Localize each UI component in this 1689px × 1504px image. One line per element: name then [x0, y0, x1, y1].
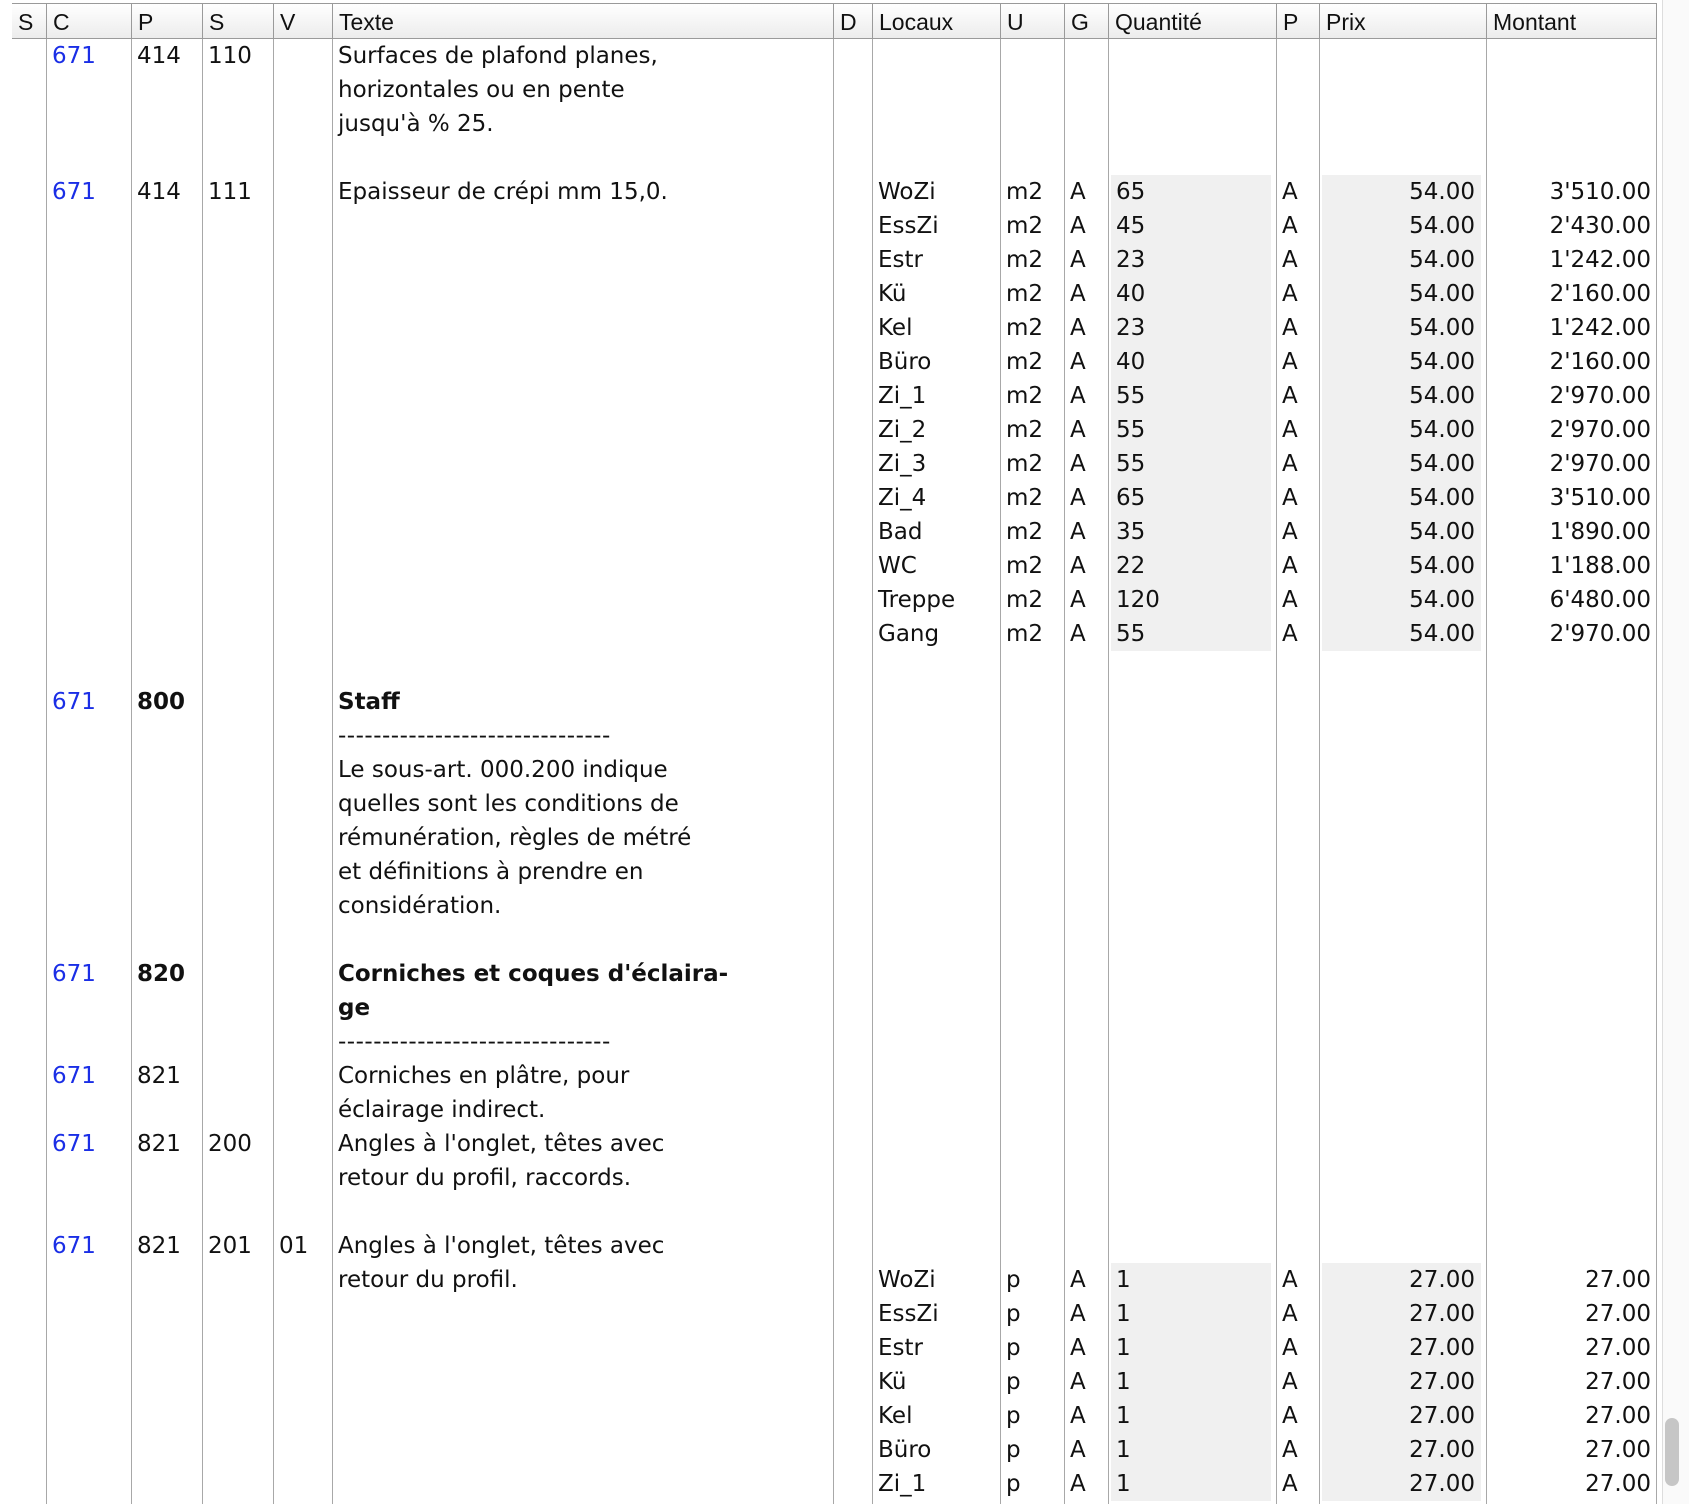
cell-quantite[interactable]: 1	[1111, 1297, 1271, 1331]
cell-texte[interactable]: rémunération, règles de métré	[338, 825, 692, 851]
table-row[interactable]	[0, 719, 1657, 753]
cell-texte[interactable]: retour du profil.	[338, 1267, 518, 1293]
cell-g[interactable]: A	[1070, 621, 1086, 647]
cell-montant[interactable]: 27.00	[1585, 1403, 1651, 1429]
cell-u[interactable]: m2	[1006, 349, 1044, 375]
cell-quantite[interactable]: 1	[1111, 1365, 1271, 1399]
cell-s2[interactable]: 111	[208, 179, 252, 205]
cell-locaux[interactable]: Zi_1	[878, 383, 927, 409]
cell-u[interactable]: m2	[1006, 451, 1044, 477]
cell-prix[interactable]: 27.00	[1322, 1467, 1481, 1501]
table-row[interactable]	[0, 73, 1657, 107]
cell-locaux[interactable]: Zi_1	[878, 1471, 927, 1497]
cell-u[interactable]: p	[1006, 1403, 1021, 1429]
cell-montant[interactable]: 3'510.00	[1549, 485, 1651, 511]
cell-quantite[interactable]: 23	[1111, 243, 1271, 277]
cell-u[interactable]: m2	[1006, 417, 1044, 443]
column-header-v[interactable]: V	[274, 3, 333, 39]
cell-c[interactable]: 671	[52, 43, 96, 69]
cell-texte[interactable]: horizontales ou en pente	[338, 77, 625, 103]
cell-u[interactable]: m2	[1006, 315, 1044, 341]
cell-locaux[interactable]: Gang	[878, 621, 940, 647]
cell-montant[interactable]: 1'188.00	[1549, 553, 1651, 579]
cell-p2[interactable]: A	[1282, 485, 1298, 511]
cell-montant[interactable]: 27.00	[1585, 1301, 1651, 1327]
cell-montant[interactable]: 27.00	[1585, 1267, 1651, 1293]
cell-texte[interactable]: Angles à l'onglet, têtes avec	[338, 1233, 665, 1259]
table-row[interactable]	[0, 1093, 1657, 1127]
column-header-p2[interactable]: P	[1277, 3, 1320, 39]
cell-montant[interactable]: 27.00	[1585, 1471, 1651, 1497]
cell-quantite[interactable]: 23	[1111, 311, 1271, 345]
cell-prix[interactable]: 54.00	[1322, 515, 1481, 549]
cell-quantite[interactable]: 65	[1111, 481, 1271, 515]
cell-quantite[interactable]: 55	[1111, 447, 1271, 481]
table-row[interactable]	[0, 141, 1657, 175]
cell-quantite[interactable]: 120	[1111, 583, 1271, 617]
cell-u[interactable]: p	[1006, 1335, 1021, 1361]
column-header-texte[interactable]: Texte	[333, 3, 834, 39]
cell-g[interactable]: A	[1070, 383, 1086, 409]
cell-quantite[interactable]: 55	[1111, 379, 1271, 413]
cell-c[interactable]: 671	[52, 1233, 96, 1259]
cell-texte[interactable]: Epaisseur de crépi mm 15,0.	[338, 179, 668, 205]
cell-prix[interactable]: 27.00	[1322, 1365, 1481, 1399]
cell-g[interactable]: A	[1070, 1471, 1086, 1497]
table-row[interactable]	[0, 1433, 1657, 1467]
table-row[interactable]	[0, 1025, 1657, 1059]
table-row[interactable]	[0, 1399, 1657, 1433]
table-row[interactable]	[0, 991, 1657, 1025]
vertical-scrollbar[interactable]	[1662, 0, 1689, 1504]
table-row[interactable]	[0, 1127, 1657, 1161]
cell-quantite[interactable]: 22	[1111, 549, 1271, 583]
table-row[interactable]	[0, 651, 1657, 685]
cell-montant[interactable]: 1'242.00	[1549, 247, 1651, 273]
table-row[interactable]	[0, 1331, 1657, 1365]
cell-prix[interactable]: 54.00	[1322, 583, 1481, 617]
cell-locaux[interactable]: Treppe	[878, 587, 956, 613]
cell-p2[interactable]: A	[1282, 417, 1298, 443]
cell-locaux[interactable]: Büro	[878, 1437, 932, 1463]
scrollbar-thumb[interactable]	[1665, 1418, 1679, 1486]
cell-p[interactable]: 800	[137, 689, 186, 715]
cell-p[interactable]: 414	[137, 179, 181, 205]
cell-p[interactable]: 821	[137, 1063, 181, 1089]
cell-g[interactable]: A	[1070, 451, 1086, 477]
cell-montant[interactable]: 2'160.00	[1549, 349, 1651, 375]
cell-prix[interactable]: 54.00	[1322, 481, 1481, 515]
table-row[interactable]	[0, 209, 1657, 243]
cell-locaux[interactable]: WC	[878, 553, 917, 579]
cell-p[interactable]: 820	[137, 961, 186, 987]
cell-montant[interactable]: 27.00	[1585, 1335, 1651, 1361]
cell-locaux[interactable]: Estr	[878, 1335, 923, 1361]
cell-prix[interactable]: 54.00	[1322, 311, 1481, 345]
cell-locaux[interactable]: Zi_3	[878, 451, 927, 477]
cell-texte[interactable]: -------------------------------	[338, 723, 611, 749]
cell-prix[interactable]: 54.00	[1322, 243, 1481, 277]
cell-p2[interactable]: A	[1282, 349, 1298, 375]
table-row[interactable]	[0, 481, 1657, 515]
cell-prix[interactable]: 54.00	[1322, 209, 1481, 243]
cell-locaux[interactable]: Zi_2	[878, 417, 927, 443]
cell-quantite[interactable]: 40	[1111, 277, 1271, 311]
cell-g[interactable]: A	[1070, 1369, 1086, 1395]
cell-g[interactable]: A	[1070, 349, 1086, 375]
cell-c[interactable]: 671	[52, 689, 96, 715]
cell-u[interactable]: m2	[1006, 383, 1044, 409]
table-row[interactable]	[0, 583, 1657, 617]
cell-u[interactable]: p	[1006, 1267, 1021, 1293]
cell-g[interactable]: A	[1070, 213, 1086, 239]
cell-g[interactable]: A	[1070, 281, 1086, 307]
cell-texte[interactable]: Angles à l'onglet, têtes avec	[338, 1131, 665, 1157]
table-row[interactable]	[0, 345, 1657, 379]
table-row[interactable]	[0, 1263, 1657, 1297]
table-row[interactable]	[0, 1195, 1657, 1229]
cell-locaux[interactable]: WoZi	[878, 1267, 936, 1293]
cell-quantite[interactable]: 35	[1111, 515, 1271, 549]
table-row[interactable]	[0, 1467, 1657, 1501]
cell-u[interactable]: m2	[1006, 485, 1044, 511]
cell-g[interactable]: A	[1070, 519, 1086, 545]
cell-prix[interactable]: 54.00	[1322, 617, 1481, 651]
cell-prix[interactable]: 27.00	[1322, 1297, 1481, 1331]
table-row[interactable]	[0, 107, 1657, 141]
cell-p2[interactable]: A	[1282, 519, 1298, 545]
cell-g[interactable]: A	[1070, 1403, 1086, 1429]
cell-locaux[interactable]: Büro	[878, 349, 932, 375]
column-header-c[interactable]: C	[47, 3, 132, 39]
cell-montant[interactable]: 2'970.00	[1549, 451, 1651, 477]
table-row[interactable]	[0, 889, 1657, 923]
table-row[interactable]	[0, 685, 1657, 719]
cell-g[interactable]: A	[1070, 417, 1086, 443]
cell-g[interactable]: A	[1070, 247, 1086, 273]
cell-montant[interactable]: 1'890.00	[1549, 519, 1651, 545]
table-row[interactable]	[0, 1161, 1657, 1195]
cell-g[interactable]: A	[1070, 587, 1086, 613]
column-header-u[interactable]: U	[1001, 3, 1065, 39]
cell-texte[interactable]: ge	[338, 995, 371, 1021]
column-header-g[interactable]: G	[1065, 3, 1109, 39]
cell-u[interactable]: m2	[1006, 281, 1044, 307]
cell-quantite[interactable]: 45	[1111, 209, 1271, 243]
cell-texte[interactable]: Le sous-art. 000.200 indique	[338, 757, 668, 783]
cell-locaux[interactable]: EssZi	[878, 213, 939, 239]
cell-g[interactable]: A	[1070, 485, 1086, 511]
cell-u[interactable]: m2	[1006, 247, 1044, 273]
cell-p2[interactable]: A	[1282, 1369, 1298, 1395]
cell-u[interactable]: p	[1006, 1301, 1021, 1327]
cell-p2[interactable]: A	[1282, 1301, 1298, 1327]
column-header-s1[interactable]: S	[12, 3, 47, 39]
cell-s2[interactable]: 200	[208, 1131, 252, 1157]
cell-texte[interactable]: quelles sont les conditions de	[338, 791, 679, 817]
cell-locaux[interactable]: Zi_4	[878, 485, 927, 511]
cell-s2[interactable]: 201	[208, 1233, 252, 1259]
cell-montant[interactable]: 2'970.00	[1549, 417, 1651, 443]
cell-p2[interactable]: A	[1282, 315, 1298, 341]
cell-g[interactable]: A	[1070, 553, 1086, 579]
cell-quantite[interactable]: 1	[1111, 1399, 1271, 1433]
cell-c[interactable]: 671	[52, 1063, 96, 1089]
cell-montant[interactable]: 3'510.00	[1549, 179, 1651, 205]
cell-prix[interactable]: 27.00	[1322, 1433, 1481, 1467]
cell-u[interactable]: p	[1006, 1369, 1021, 1395]
cell-montant[interactable]: 1'242.00	[1549, 315, 1651, 341]
cell-u[interactable]: m2	[1006, 213, 1044, 239]
cell-texte[interactable]: et définitions à prendre en	[338, 859, 644, 885]
cell-p2[interactable]: A	[1282, 1335, 1298, 1361]
cell-prix[interactable]: 54.00	[1322, 413, 1481, 447]
table-row[interactable]	[0, 957, 1657, 991]
cell-v[interactable]: 01	[279, 1233, 309, 1259]
table-row[interactable]	[0, 1059, 1657, 1093]
cell-montant[interactable]: 2'160.00	[1549, 281, 1651, 307]
table-row[interactable]	[0, 1365, 1657, 1399]
table-row[interactable]	[0, 549, 1657, 583]
cell-montant[interactable]: 27.00	[1585, 1437, 1651, 1463]
cell-prix[interactable]: 27.00	[1322, 1263, 1481, 1297]
cell-u[interactable]: m2	[1006, 179, 1044, 205]
table-row[interactable]	[0, 1229, 1657, 1263]
cell-c[interactable]: 671	[52, 179, 96, 205]
cell-p2[interactable]: A	[1282, 621, 1298, 647]
table-row[interactable]	[0, 753, 1657, 787]
cell-texte[interactable]: Surfaces de plafond planes,	[338, 43, 658, 69]
cell-montant[interactable]: 2'430.00	[1549, 213, 1651, 239]
cell-texte[interactable]: retour du profil, raccords.	[338, 1165, 632, 1191]
cell-p2[interactable]: A	[1282, 281, 1298, 307]
cell-prix[interactable]: 54.00	[1322, 447, 1481, 481]
cell-texte[interactable]: Corniches et coques d'éclaira-	[338, 961, 729, 987]
cell-s2[interactable]: 110	[208, 43, 252, 69]
column-header-montant[interactable]: Montant	[1487, 3, 1657, 39]
table-row[interactable]	[0, 39, 1657, 73]
cell-g[interactable]: A	[1070, 179, 1086, 205]
cell-p2[interactable]: A	[1282, 1437, 1298, 1463]
cell-p[interactable]: 414	[137, 43, 181, 69]
cell-g[interactable]: A	[1070, 1267, 1086, 1293]
column-header-locaux[interactable]: Locaux	[873, 3, 1001, 39]
cell-c[interactable]: 671	[52, 961, 96, 987]
cell-texte[interactable]: jusqu'à % 25.	[338, 111, 494, 137]
cell-u[interactable]: m2	[1006, 587, 1044, 613]
cell-quantite[interactable]: 1	[1111, 1467, 1271, 1501]
cell-g[interactable]: A	[1070, 1335, 1086, 1361]
cell-u[interactable]: m2	[1006, 621, 1044, 647]
table-row[interactable]	[0, 821, 1657, 855]
table-row[interactable]	[0, 379, 1657, 413]
cell-montant[interactable]: 2'970.00	[1549, 621, 1651, 647]
table-row[interactable]	[0, 447, 1657, 481]
cell-locaux[interactable]: Kel	[878, 315, 913, 341]
cell-montant[interactable]: 27.00	[1585, 1369, 1651, 1395]
cell-locaux[interactable]: Kü	[878, 1369, 907, 1395]
column-header-quantite[interactable]: Quantité	[1109, 3, 1277, 39]
cell-quantite[interactable]: 55	[1111, 413, 1271, 447]
cell-p2[interactable]: A	[1282, 179, 1298, 205]
table-row[interactable]	[0, 787, 1657, 821]
cell-p[interactable]: 821	[137, 1233, 181, 1259]
table-row[interactable]	[0, 1297, 1657, 1331]
cell-quantite[interactable]: 1	[1111, 1433, 1271, 1467]
cell-quantite[interactable]: 65	[1111, 175, 1271, 209]
cell-p2[interactable]: A	[1282, 1403, 1298, 1429]
cell-texte[interactable]: considération.	[338, 893, 502, 919]
cell-prix[interactable]: 54.00	[1322, 175, 1481, 209]
cell-u[interactable]: m2	[1006, 553, 1044, 579]
cell-texte[interactable]: -------------------------------	[338, 1029, 611, 1055]
cell-texte[interactable]: Staff	[338, 689, 400, 715]
table-row[interactable]	[0, 923, 1657, 957]
cell-p2[interactable]: A	[1282, 1267, 1298, 1293]
cell-texte[interactable]: Corniches en plâtre, pour	[338, 1063, 630, 1089]
table-row[interactable]	[0, 311, 1657, 345]
cell-locaux[interactable]: Bad	[878, 519, 923, 545]
cell-montant[interactable]: 2'970.00	[1549, 383, 1651, 409]
cell-prix[interactable]: 27.00	[1322, 1399, 1481, 1433]
table-row[interactable]	[0, 277, 1657, 311]
cell-u[interactable]: p	[1006, 1437, 1021, 1463]
cell-quantite[interactable]: 55	[1111, 617, 1271, 651]
column-header-prix[interactable]: Prix	[1320, 3, 1487, 39]
cell-g[interactable]: A	[1070, 1437, 1086, 1463]
cell-p2[interactable]: A	[1282, 587, 1298, 613]
cell-u[interactable]: m2	[1006, 519, 1044, 545]
cell-p2[interactable]: A	[1282, 247, 1298, 273]
cell-quantite[interactable]: 1	[1111, 1263, 1271, 1297]
cell-locaux[interactable]: Kel	[878, 1403, 913, 1429]
cell-prix[interactable]: 54.00	[1322, 345, 1481, 379]
cell-quantite[interactable]: 1	[1111, 1331, 1271, 1365]
cell-p2[interactable]: A	[1282, 451, 1298, 477]
column-header-s2[interactable]: S	[203, 3, 274, 39]
table-row[interactable]	[0, 855, 1657, 889]
cell-p2[interactable]: A	[1282, 553, 1298, 579]
cell-u[interactable]: p	[1006, 1471, 1021, 1497]
cell-prix[interactable]: 27.00	[1322, 1331, 1481, 1365]
table-row[interactable]	[0, 243, 1657, 277]
table-row[interactable]	[0, 413, 1657, 447]
column-header-p[interactable]: P	[132, 3, 203, 39]
cell-montant[interactable]: 6'480.00	[1549, 587, 1651, 613]
cell-locaux[interactable]: Estr	[878, 247, 923, 273]
cell-p[interactable]: 821	[137, 1131, 181, 1157]
cell-prix[interactable]: 54.00	[1322, 277, 1481, 311]
cell-texte[interactable]: éclairage indirect.	[338, 1097, 546, 1123]
cell-g[interactable]: A	[1070, 315, 1086, 341]
table-row[interactable]	[0, 515, 1657, 549]
cell-p2[interactable]: A	[1282, 1471, 1298, 1497]
table-row[interactable]	[0, 617, 1657, 651]
cell-locaux[interactable]: WoZi	[878, 179, 936, 205]
cell-p2[interactable]: A	[1282, 213, 1298, 239]
cell-c[interactable]: 671	[52, 1131, 96, 1157]
cell-locaux[interactable]: EssZi	[878, 1301, 939, 1327]
table-row[interactable]	[0, 175, 1657, 209]
cell-p2[interactable]: A	[1282, 383, 1298, 409]
cell-g[interactable]: A	[1070, 1301, 1086, 1327]
cell-prix[interactable]: 54.00	[1322, 379, 1481, 413]
cell-quantite[interactable]: 40	[1111, 345, 1271, 379]
cell-locaux[interactable]: Kü	[878, 281, 907, 307]
cell-prix[interactable]: 54.00	[1322, 549, 1481, 583]
column-header-d[interactable]: D	[834, 3, 873, 39]
